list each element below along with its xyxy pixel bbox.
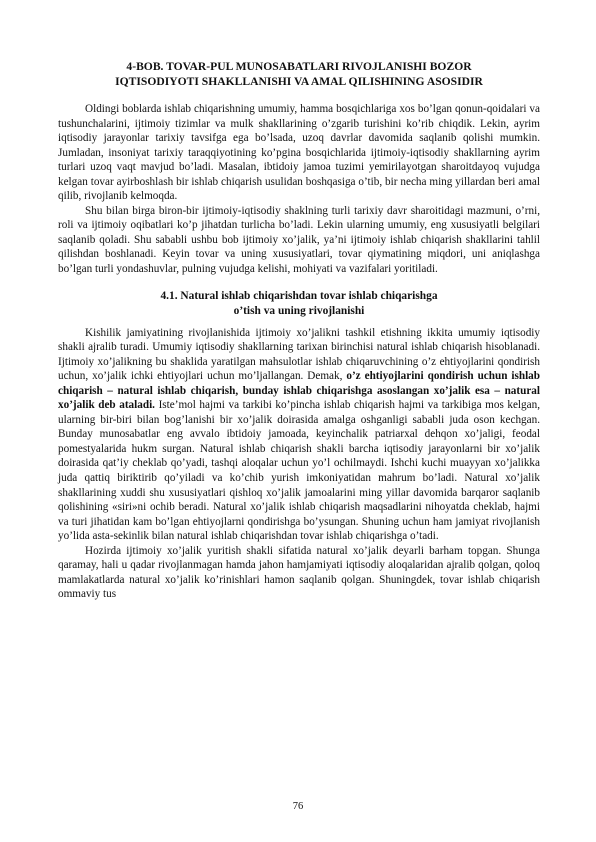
section-paragraph-1 xyxy=(58,326,540,544)
page-content xyxy=(58,59,540,602)
section-title-line-1: 4.1. Natural ishlab chiqarishdan tovar ishlab chiqarishga xyxy=(160,289,438,302)
page-number: 76 xyxy=(292,801,304,812)
definition-bold-text: o’z ehtiyojlarini qondirish uchun ishlab chiqarish – natural ishlab chiqarish, bunday ishlab chiqarishga asoslangan xo’jalik esa – natural xo’jalik deb ataladi. xyxy=(58,370,540,412)
chapter-title xyxy=(58,59,540,89)
chapter-title-line-2: IQTISODIYOTI SHAKLLANISHI VA AMAL QILISHINING ASOSIDIR xyxy=(115,75,483,88)
section-title-line-2: o’tish va uning rivojlanishi xyxy=(233,304,365,317)
section-title xyxy=(58,289,540,319)
section-paragraph-1-start: Kishilik jamiyatining rivojlanishida ijtimoiy xo’jalikni tashkil etishning ikkita umumiy iqtisodiy shakli ajralib turadi. Umumiy iqtisodiy shakllarning tarixan birinchisi natural ishlab chiqarish hisoblanadi. Ijtimoiy xo’jalikning bu shaklida yaratilgan mahsulotlar ishlab chiqaruvchining o’z ehtiyojlarini qondirish uchun, xo’jalik ichki ehtiyojlari uchun mo’ljallangan. Demak, xyxy=(58,326,540,383)
chapter-title-line-1: 4-BOB. TOVAR-PUL MUNOSABATLARI RIVOJLANISHI BOZOR xyxy=(126,60,472,73)
intro-paragraph-2: Shu bilan birga biron-bir ijtimoiy-iqtisodiy shaklning turli tarixiy davr sharoitidagi mazmuni, o’rni, roli va ijtimoiy oqibatlari ko’p jihatdan turlicha bo’ladi. Lekin ularning umumiy, eng xususiyatli belgilari saqlanib qoladi. Shu sababli ushbu bob ijtimoiy xo’jalik, ya’ni ijtimoiy ishlab chiqarish shakllarini tahlil qilishdan boshlanadi. Keyin tovar va uning xususiyatlari, tovar qiymatining miqdori, uni aniqlashga bo’lgan turli yondashuvlar, pulning vujudga kelishi, mohiyati va vazifalari yoritiladi. xyxy=(58,204,540,276)
intro-paragraph-1: Oldingi boblarda ishlab chiqarishning umumiy, hamma bosqichlariga xos bo’lgan qonun-qoidalari va tushunchalarini, ijtimoiy tizimlar va mulk shakllarining o’zgarib turishini ko’rib chiqdik. Lekin, ayrim iqtisodiy jarayonlar tarixiy tavsifga ega bo’lsada, uzoq davrlar davomida saqlanib qolishi mumkin. Jumladan, insoniyat tarixiy taraqqiyotining ko’pgina bosqichlarida ijtimoiy-iqtisodiy shakllarning ayrim turlari uzoq vaqt mavjud bo’ladi. Masalan, ibtidoiy jamoa tuzimi yemirilayotgan sharoitdayoq vujudga kelgan tovar ayirboshlash bir ishlab chiqarish usulidan boshqasiga o’tib, bir necha ming yillardan beri amal qilib, rivojlanib kelmoqda. xyxy=(58,103,540,203)
section-paragraph-1-end: Iste’mol hajmi va tarkibi ko’pincha ishlab chiqarish hajmi va tarkibiga mos kelgan, ularning bir-biri bilan bog’lanishi bir xo’jalik doirasida amalga oshganligi sababli juda oson kechgan. Bunday munosabatlar eng avvalo ibtidoiy jamoada, keyinchalik patriarxal dehqon xo’jaligi, feodal pomestyalarida hukm surgan. Natural ishlab chiqarish shakli barcha iqtisodiy jarayonlarni bir xo’jalik doirasida qat’iy cheklab qo’yadi, tashqi aloqalar uchun yo’l ochilmaydi. Ishchi kuchi muayyan xo’jalikka juda qattiq biriktirib qo’yiladi va ko’chib yurish imkoniyatidan mahrum bo’ladi. Natural xo’jalik shakllarining xuddi shu xususiyatlari qishloq xo’jalik jamoalarini ming yillar davomida barqaror saqlanib qolishining «siri»ni ochib beradi. Natural xo’jalik ishlab chiqarish maqsadlarini nihoyatda cheklab, hajmi va turi jihatidan kam bo’lgan ehtiyojlarni qondirishga bo’ysungan. Shuning uchun ham jamiyat rivojlanish yo’lida asta-sekinlik bilan natural ishlab chiqarishdan tovar ishlab chiqarishga o’tadi. xyxy=(58,399,540,543)
section-paragraph-2: Hozirda ijtimoiy xo’jalik yuritish shakli sifatida natural xo’jalik deyarli barham topgan. Shunga qaramay, hali u qadar rivojlanmagan hamda jahon hamjamiyati iqtisodiy aloqalaridan ajralib qolgan, qoloq mamlakatlarda natural xo’jalik ko’rinishlari hamon saqlanib qolgan. Shuningdek, tovar ishlab chiqarish ommaviy tus xyxy=(58,544,540,601)
